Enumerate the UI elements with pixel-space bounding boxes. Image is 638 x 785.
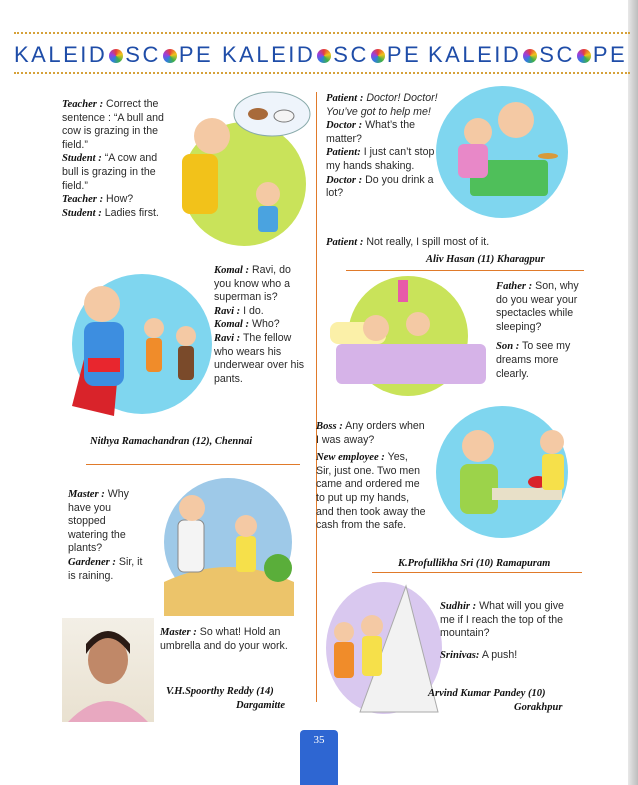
superman-underwear — [88, 358, 120, 372]
joke-line: Doctor : Do you drink a lot? — [326, 173, 434, 200]
boss-employee-illustration — [430, 402, 580, 546]
joke-line: Father : Son, why do you wear your spectacles while sleeping? — [496, 280, 579, 333]
page-number-tab — [300, 730, 338, 785]
joke-line: Doctor : What’s the matter? — [326, 119, 416, 145]
joke-boss-employee — [316, 420, 426, 533]
teacher-student-illustration — [172, 84, 312, 254]
section-rule — [86, 464, 300, 465]
joke-credit: K.Profullikha Sri (10) Ramapuram — [398, 558, 551, 569]
portrait-clothes — [68, 701, 148, 722]
master-head — [179, 495, 205, 521]
joke-credit: V.H.Spoorthy Reddy (14) — [166, 686, 274, 697]
joke-line: Master : Why have you stopped watering the plants? — [68, 488, 129, 555]
patient-doctor-illustration — [430, 80, 570, 230]
teacher-head — [194, 118, 230, 154]
thought-bubble — [234, 92, 310, 136]
joke-line: Komal : Who? — [214, 318, 280, 331]
joke-line: New employee : Yes, Sir, just one. Two men came and ordered me to put up my hands, and then took away the cash from the safe. — [316, 451, 426, 532]
joke-line: Patient: I just can’t stop my hands shaking. — [326, 146, 435, 172]
employee-head — [540, 430, 564, 454]
joke-line: Boss : Any orders when I was away? — [316, 420, 425, 446]
boss-head — [462, 430, 494, 462]
stool-icon — [538, 153, 558, 159]
joke-line: Son : To see my dreams more clearly. — [496, 340, 571, 380]
joke-line: Komal : Ravi, do you know who a superman is? — [214, 264, 291, 304]
joke-credit-place: Dargamitte — [236, 700, 285, 711]
plant-icon — [264, 554, 292, 582]
boy-head — [361, 615, 383, 637]
joke-line: Gardener : Sir, it is raining. — [68, 555, 143, 582]
header-banner — [14, 28, 630, 76]
header-dotted-line-top — [14, 32, 630, 34]
kaleidoscope-o-icon — [163, 49, 177, 63]
sudhir-figure — [334, 642, 354, 678]
joke-komal-ravi — [214, 264, 310, 386]
joke-line: Patient : Doctor! Doctor! You’ve got to help me! — [326, 92, 438, 118]
blanket-icon — [336, 344, 486, 384]
joke-line: Ravi : The fellow who wears his underwear over his pants. — [214, 331, 305, 385]
section-rule — [372, 572, 582, 573]
teacher-figure — [182, 154, 218, 214]
superman-illustration — [62, 266, 218, 422]
bull-icon — [248, 108, 268, 120]
student-figure — [258, 206, 278, 232]
kaleidoscope-o-icon — [317, 49, 331, 63]
joke-line: Teacher : Correct the sentence : “A bull and cow is grazing in the field.” — [62, 98, 164, 151]
employee-figure — [542, 454, 564, 490]
joke-line: Ravi : I do. — [214, 304, 264, 317]
column-divider — [316, 92, 317, 702]
contributor-photo — [62, 618, 154, 722]
brand-title: KALEID SC PE — [428, 42, 628, 67]
page-edge-shadow — [628, 0, 638, 785]
lamp-icon — [398, 280, 408, 302]
kaleidoscope-o-icon — [577, 49, 591, 63]
patient-head — [464, 118, 492, 146]
superman-figure — [84, 322, 124, 386]
kaleidoscope-o-icon — [109, 49, 123, 63]
brand-title: KALEID SC PE — [222, 42, 422, 67]
cow-icon — [274, 110, 294, 122]
joke-credit: Arvind Kumar Pandey (10) — [428, 688, 546, 699]
joke-line: Master : So what! Hold an umbrella and do your work. — [160, 626, 288, 652]
brand-title: KALEID SC PE — [14, 42, 214, 67]
boy-head — [144, 318, 164, 338]
header-dotted-line-bottom — [14, 72, 630, 74]
boy-figure — [146, 338, 162, 372]
illustration-background — [436, 86, 568, 218]
joke-line: Patient : Not really, I spill most of it. — [326, 236, 490, 248]
joke-patient-doctor-last — [326, 236, 586, 250]
rain-garden-illustration — [154, 472, 304, 616]
srinivas-figure — [362, 636, 382, 676]
joke-credit: Aliv Hasan (11) Kharagpur — [426, 254, 545, 265]
page-number: 35 — [313, 734, 325, 746]
contributor-portrait — [62, 618, 154, 722]
father-son-bed-illustration — [322, 270, 492, 398]
joke-teacher-student — [62, 98, 174, 220]
kaleidoscope-o-icon — [523, 49, 537, 63]
boy-figure — [178, 346, 194, 380]
mountain-illustration — [320, 578, 444, 718]
kaleidoscope-o-icon — [371, 49, 385, 63]
student-head — [256, 182, 280, 206]
joke-patient-doctor — [326, 92, 444, 201]
joke-line: Sudhir : What will you give me if I reach the top of the mountain? — [440, 600, 564, 640]
master-figure — [178, 520, 204, 572]
joke-credit: Nithya Ramachandran (12), Chennai — [90, 436, 253, 447]
boy-head — [334, 622, 354, 642]
gardener-figure — [236, 536, 256, 572]
gardener-head — [235, 515, 257, 537]
joke-line: Student : Ladies first. — [62, 206, 159, 219]
boy-head — [176, 326, 196, 346]
joke-master-umbrella — [160, 626, 290, 653]
superman-head — [84, 286, 120, 322]
joke-father-son — [496, 280, 580, 381]
joke-sudhir-srinivas — [440, 600, 580, 662]
joke-line: Teacher : How? — [62, 193, 134, 206]
joke-line: Srinivas: A push! — [440, 648, 518, 661]
father-head — [363, 315, 389, 341]
son-head — [406, 312, 430, 336]
doctor-head — [498, 102, 534, 138]
joke-line: Student : “A cow and bull is grazing in the field.” — [62, 152, 158, 192]
joke-credit-place: Gorakhpur — [514, 702, 563, 713]
patient-figure — [458, 144, 488, 178]
joke-master-gardener — [68, 488, 148, 583]
